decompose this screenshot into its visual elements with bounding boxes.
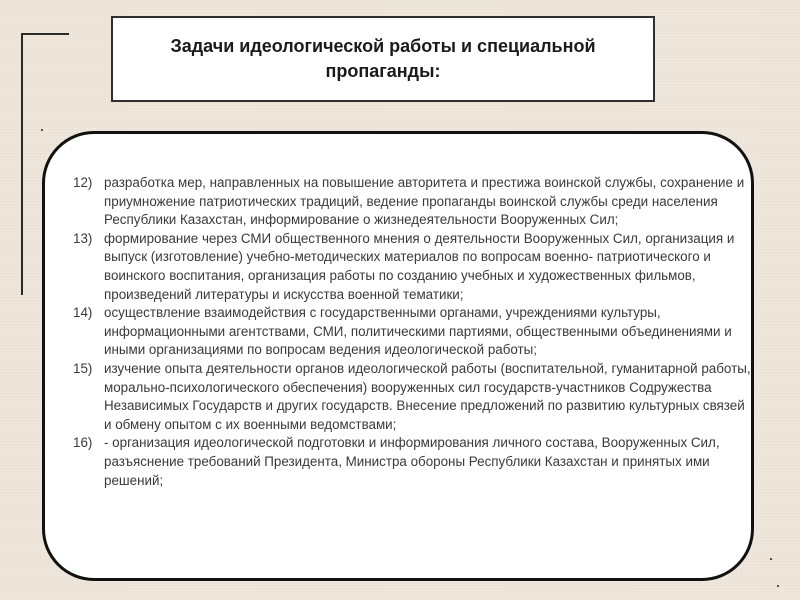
list-item-text: осуществление взаимодействия с государственными органами, учреждениями культуры, информационными агентствами, СМИ, политическими партиями, общественными объединениями и иными организациями по вопросам ведения идеологической работы; <box>104 305 732 358</box>
decorative-dot <box>777 585 779 587</box>
list-item-text: - организация идеологической подготовки и информирования личного состава, Вооруженных Сил, разъяснение требований Президента, Министра обороны Республики Казахстан и принятых ими решений; <box>104 435 720 488</box>
list-item <box>73 304 751 360</box>
list-item-text: изучение опыта деятельности органов идеологической работы (воспитательной, гуманитарной работы, морально-психологического обеспечения) вооруженных сил государств-участников Содружества Независимых Государств и других государств. Внесение предложений по развитию культурных связей и обмену опытом с их военными ведомствами; <box>104 360 751 432</box>
task-list <box>73 174 751 490</box>
list-item-number: 16) <box>73 435 93 451</box>
list-item-text: разработка мер, направленных на повышение авторитета и престижа воинской службы, сохранение и приумножение патриотических традиций, ведение пропаганды воинской службы среди населения Республики Казахстан, информирование о жизнедеятельности Вооруженных Сил; <box>104 175 745 228</box>
list-item <box>73 360 751 434</box>
slide-title: Задачи идеологической работы и специальной пропаганды: <box>170 36 596 81</box>
content-panel <box>42 131 754 581</box>
list-item <box>73 434 751 490</box>
list-item-text: формирование через СМИ общественного мнения о деятельности Вооруженных Сил, организация и выпуск (изготовление) учебно-методических материалов по вопросам военно- патриотического и воинского воспитания, организация работы по созданию учебных и художественных фильмов, произведений литературы и искусства военной тематики; <box>104 230 735 302</box>
list-item-number: 13) <box>73 230 93 246</box>
list-item-number: 12) <box>73 175 93 190</box>
decorative-dot <box>41 129 43 131</box>
title-box <box>111 16 655 102</box>
list-item-number: 14) <box>73 305 93 321</box>
list-item <box>73 174 751 230</box>
list-item <box>73 230 751 304</box>
list-item-number: 15) <box>73 360 93 376</box>
decorative-dot <box>770 558 772 560</box>
